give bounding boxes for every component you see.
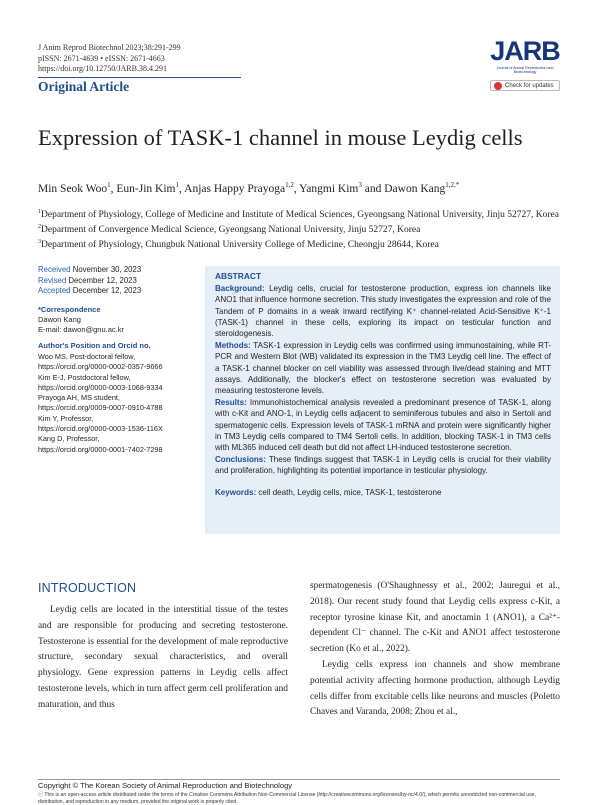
date-value: December 12, 2023: [68, 275, 137, 285]
date-row: [38, 265, 198, 276]
introduction-heading: INTRODUCTION: [38, 581, 137, 595]
article-type: Original Article: [38, 79, 130, 94]
abstract-section: [215, 283, 551, 339]
intro-paragraph: Leydig cells express ion channels and show membrane potential activity affecting hormone production, although Leydig cells differ from excitable cells like neurons and muscles (Poletto Chaves and Varanda, 2008; Zhou et al.,: [310, 659, 560, 718]
abstract-section-text: Leydig cells, crucial for testosterone production, express ion channels like ANO1 that influence hormone secretion. This study investigates the expression and role of the Tandem of P domains in a weak inward rectifying K⁺ channel-related Acid-Sensitive K⁺-1 (TASK-1) channel in these cells, exploring its impact on testicular function and steroidogenesis.: [215, 284, 551, 339]
journal-issn: pISSN: 2671-4639 • eISSN: 2671-4663: [38, 53, 165, 63]
author-separator: and: [361, 182, 385, 195]
abstract-section-label: Background:: [215, 284, 265, 294]
abstract-sections: [215, 283, 551, 476]
license-notice: ⓒ This is an open-access article distributed under the terms of the Creative Commons Attribution Non-Commercial License (http://creativecommons.org/licenses/by-nc/4.0/), which permits unrestricted non-commercial use, distribution, and reproduction in any medium, provided the original work is properly cited.: [38, 792, 536, 805]
orcid-link[interactable]: https://orcid.org/0000-0003-1536-116X: [38, 424, 163, 434]
footer-divider: [38, 779, 560, 780]
abstract-section: [215, 454, 551, 476]
abstract-box: [205, 266, 560, 534]
affiliation-number: 3: [38, 239, 41, 246]
corresponding-author-mark: *: [455, 181, 460, 189]
journal-doi-link[interactable]: https://doi.org/10.12750/JARB.38.4.291: [38, 64, 167, 73]
author-separator: ,: [293, 182, 300, 195]
author-affiliation-sup: 1,2,: [445, 181, 456, 189]
abstract-section-text: TASK-1 expression in Leydig cells was confirmed using immunostaining, while RT-PCR and Western Blot (WB) validated its expression in the TM3 Leydig cell line. The effect of a TASK-1 channel blocker on cell viability was assessed through live/dead staining and MTT assays. Additionally, the blocker's effect on testosterone secretion was evaluated by measuring testosterone levels.: [215, 341, 551, 396]
author-name: Eun-Jin Kim: [116, 182, 176, 195]
affiliation: [38, 236, 568, 251]
correspondence-name: Dawon Kang: [38, 315, 81, 324]
keywords: [215, 487, 551, 498]
author-affiliation-sup: 1: [107, 181, 111, 189]
date-label: Revised: [38, 275, 67, 285]
orcid-author: Kang D, Professor,: [38, 434, 100, 444]
author-name: Anjas Happy Prayoga: [184, 182, 286, 195]
orcid-author: Woo MS, Post-doctoral fellow,: [38, 352, 136, 361]
orcid-author: Kim Y, Professor,: [38, 413, 94, 423]
author-affiliation-sup: 1,2: [285, 181, 294, 189]
author-separator: ,: [179, 182, 185, 195]
orcid-link[interactable]: https://orcid.org/0000-0001-7402-7298: [38, 444, 163, 454]
orcid-link[interactable]: https://orcid.org/0009-0007-0910-4788: [38, 403, 163, 413]
date-value: November 30, 2023: [72, 265, 142, 274]
affiliation-text: Department of Physiology, Chungbuk National University College of Medicine, Cheongju 28644, Korea: [41, 240, 439, 251]
affiliation-number: 2: [38, 224, 41, 231]
affiliation-list: [38, 206, 568, 251]
intro-paragraph: Leydig cells are located in the interstitial tissue of the testes and are responsible for producing and secreting testosterone. Testosterone is essential for the development of male reproductive structure, secondary sexual characteristics, and overall physiology. Gene expression patterns in Leydig cells affect testosterone levels, which in turn affect germ cell proliferation and maturation, and thus: [38, 605, 288, 710]
crossmark-icon: [494, 82, 502, 90]
orcid-list: [38, 352, 203, 455]
date-label: Received: [38, 265, 71, 274]
journal-logo: [487, 36, 563, 94]
abstract-section-label: Methods:: [215, 341, 251, 351]
orcid-link[interactable]: https://orcid.org/0000-0003-1068-9334: [38, 382, 163, 392]
keywords-text: cell death, Leydig cells, mice, TASK-1, testosterone: [258, 487, 442, 497]
abstract-section-text: Immunohistochemical analysis revealed a predominant presence of TASK-1, along with c-Kit and ANO-1, in Leydig cells adjacent to seminiferous tubules and also in Sertoli and spermatogenic cells. Expression levels of TASK-1 mRNA and protein were significantly higher in TM3 Leydig cells compared to TM4 Sertoli cells. In addition, blocking TASK-1 in TM3 cells with ML365 induced cell death but did not affect LH-induced testosterone secretion.: [215, 398, 551, 453]
keywords-label: Keywords:: [215, 487, 257, 497]
correspondence-heading: *Correspondence: [38, 305, 101, 314]
orcid-link[interactable]: https://orcid.org/0000-0002-0357-9666: [38, 362, 163, 372]
copyright-notice: Copyright © The Korean Society of Animal Reproduction and Biotechnology: [38, 781, 293, 790]
journal-logo-text: JARB: [490, 36, 560, 66]
correspondence-email[interactable]: E-mail: dawon@gnu.ac.kr: [38, 325, 124, 334]
check-updates-label: Check for updates: [505, 83, 554, 89]
date-row: [38, 286, 198, 297]
author-name: Dawon Kang: [384, 182, 446, 195]
abstract-section-label: Results:: [215, 398, 247, 408]
date-label: Accepted: [38, 286, 71, 295]
check-for-updates-button[interactable]: [490, 80, 560, 91]
author-name: Yangmi Kim: [299, 182, 359, 195]
journal-meta: [38, 43, 181, 75]
affiliation: [38, 206, 568, 221]
journal-citation: J Anim Reprod Biotechnol 2023;38:291-299: [38, 43, 181, 52]
intro-right-column: [310, 579, 560, 721]
abstract-section: [215, 340, 551, 396]
affiliation-text: Department of Convergence Medical Science, Gyeongsang National University, Jinju 52727, Korea: [41, 225, 421, 236]
orcid-author: Prayoga AH, MS student,: [38, 393, 120, 403]
article-dates: [38, 265, 198, 297]
article-title: Expression of TASK-1 channel in mouse Leydig cells: [38, 125, 523, 150]
abstract-heading: ABSTRACT: [215, 271, 262, 281]
author-name: Min Seok Woo: [38, 182, 108, 195]
intro-paragraph: spermatogenesis (O'Shaughnessy et al., 2002; Jauregui et al., 2018). Our recent study found that Leydig cells express c-Kit, a receptor tyrosine kinase Kit, and anoctamin 1 (ANO1), a Ca²⁺- dependent Cl⁻ channel. The c-Kit and ANO1 affect testosterone secretion (Ko et al., 2022).: [310, 581, 560, 655]
header-divider: [38, 77, 241, 78]
author-affiliation-sup: 1: [175, 181, 180, 189]
abstract-section-text: These findings suggest that TASK-1 in Leydig cells is crucial for their viability and proliferation, highlighting its potential importance in testicular physiology.: [215, 455, 552, 476]
abstract-section: [215, 397, 551, 453]
intro-left-column: [38, 603, 288, 714]
affiliation: [38, 221, 568, 236]
abstract-section-label: Conclusions:: [215, 455, 266, 465]
affiliation-number: 1: [38, 209, 41, 215]
date-value: December 12, 2023: [72, 286, 142, 295]
date-row: [38, 276, 198, 287]
author-list: [38, 178, 578, 196]
orcid-author: Kim E-J, Postdoctoral fellow,: [38, 372, 131, 382]
orcid-heading: Author's Position and Orcid no.: [38, 341, 151, 350]
affiliation-text: Department of Physiology, College of Medicine and Institute of Medical Sciences, Gyeongsang National University, Jinju 52727, Korea: [41, 210, 559, 221]
journal-logo-subtitle: Journal of Animal Reproduction and Biotechnology: [496, 66, 554, 74]
author-separator: ,: [110, 182, 117, 195]
author-affiliation-sup: 3: [358, 181, 362, 189]
